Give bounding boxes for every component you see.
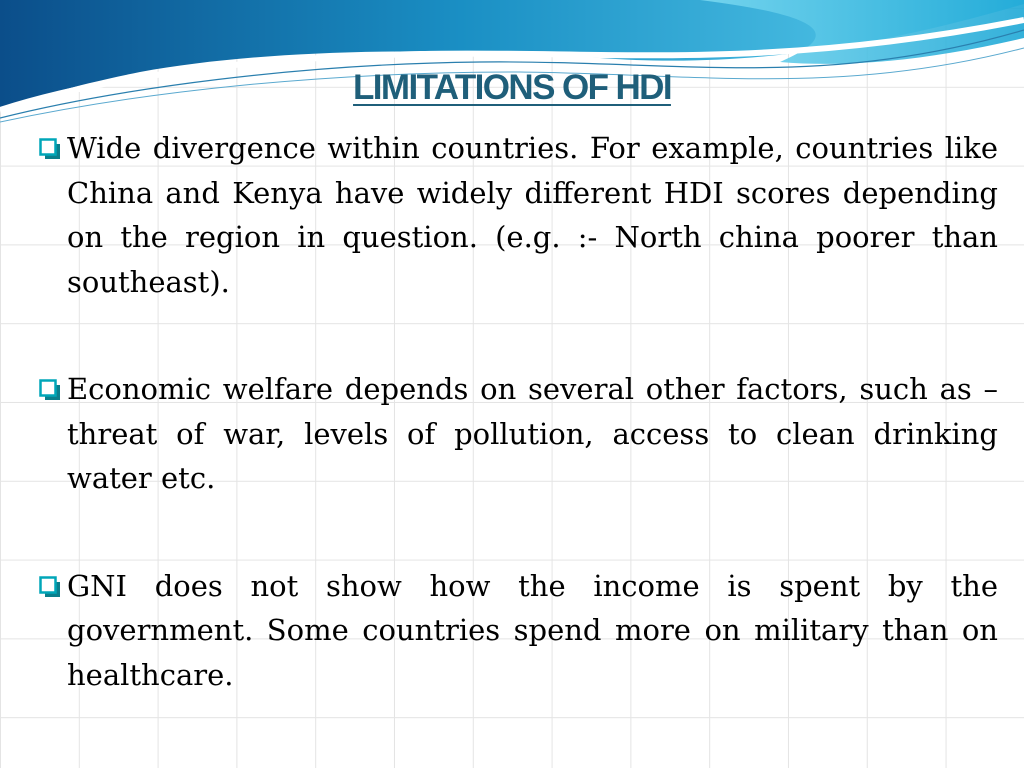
bullet-text: GNI does not show how the income is spent by the government. Some countries spend more on military than on healthcare. bbox=[67, 568, 998, 692]
checkbox-square-icon bbox=[39, 379, 61, 401]
slide-title: LIMITATIONS OF HDI bbox=[353, 68, 671, 107]
bullet-list bbox=[36, 126, 998, 697]
bullet-text: Wide divergence within countries. For example, countries like China and Kenya have widely different HDI scores depending on the region in question. (e.g. :- North china poorer than southeast). bbox=[67, 131, 998, 299]
bullet-item bbox=[36, 367, 998, 501]
checkbox-square-icon bbox=[39, 138, 61, 160]
checkbox-square-icon bbox=[39, 576, 61, 598]
bullet-text: Economic welfare depends on several other factors, such as – threat of war, levels of pollution, access to clean drinking water etc. bbox=[67, 372, 998, 495]
bullet-item bbox=[36, 564, 998, 698]
bullet-item bbox=[36, 126, 998, 304]
header-wave-decoration bbox=[0, 0, 1024, 130]
